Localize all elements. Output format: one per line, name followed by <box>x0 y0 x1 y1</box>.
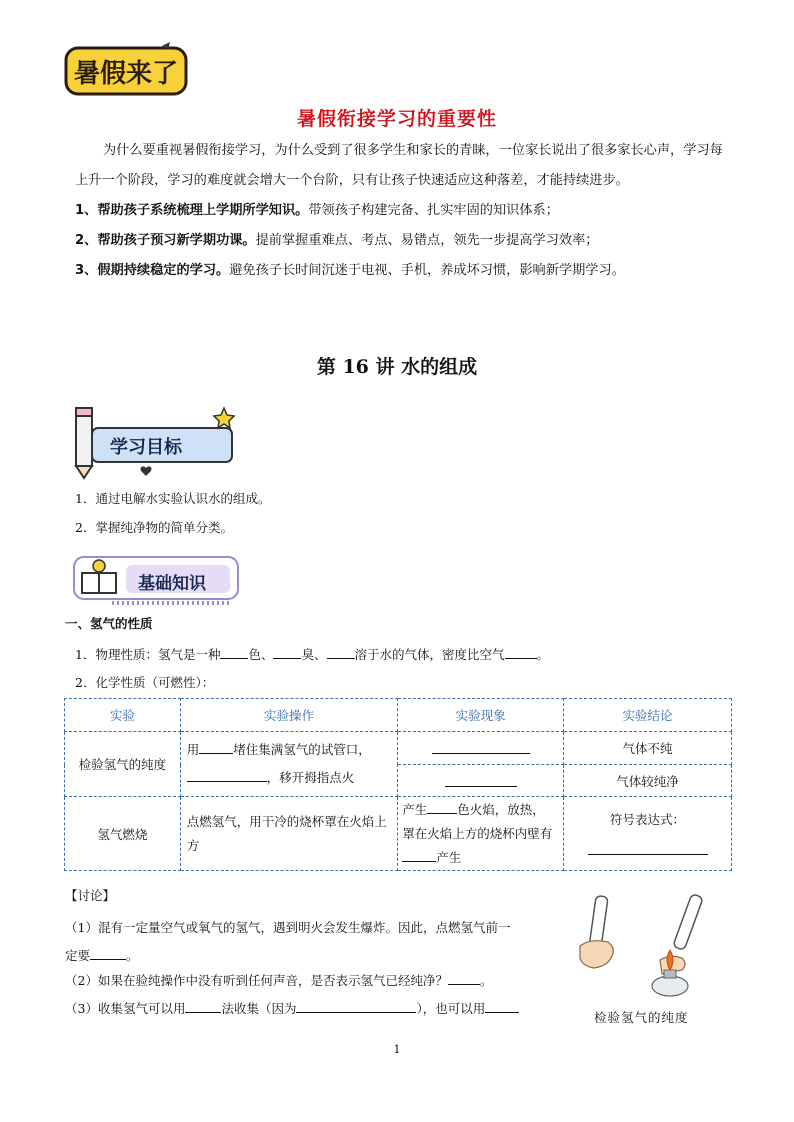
intro-section <box>75 136 725 286</box>
goal-2: 2．掌握纯净物的简单分类。 <box>75 520 233 535</box>
row1-name: 检验氢气的纯度 <box>65 732 181 797</box>
discussion-q3: （3）收集氢气可以用 法收集（因为 ），也可以用 <box>65 998 519 1017</box>
header-experiment: 实验 <box>65 699 181 732</box>
lecture-title: 第 16 讲 水的组成 <box>316 356 478 378</box>
heart-icon <box>141 466 152 476</box>
point-2: 2、帮助孩子预习新学期功课。提前掌握重难点、考点、易错点，领先一步提高学习效率； <box>75 233 599 248</box>
basics-badge-label: 基础知识 <box>138 574 206 594</box>
summer-logo <box>62 42 190 100</box>
point-3: 3、假期持续稳定的学习。避免孩子长时间沉迷于电视、手机，养成坏习惯，影响新学期学习。 <box>75 263 625 278</box>
goals-badge-label: 学习目标 <box>110 437 182 458</box>
discussion-q1: （1）混有一定量空气或氧气的氢气，遇到明火会发生爆炸。因此，点燃氢气前一 定要 。 <box>65 920 511 963</box>
row1-conclusion-2: 气体较纯净 <box>564 765 732 797</box>
star-icon <box>214 408 234 428</box>
row1-conclusion-1: 气体不纯 <box>564 732 732 765</box>
chemical-properties-label: 2．化学性质（可燃性）： <box>75 675 215 690</box>
main-title: 暑假衔接学习的重要性 <box>296 108 497 130</box>
discussion-heading: 【讨论】 <box>65 888 116 903</box>
row1-phenomenon-2 <box>398 765 564 797</box>
section1-heading: 一、氢气的性质 <box>65 616 153 631</box>
row2-name: 氢气燃烧 <box>65 797 181 871</box>
physical-properties: 1．物理性质：氢气是一种 色、 臭、 溶于水的气体，密度比空气 。 <box>75 644 549 663</box>
intro-paragraph: 为什么要重视暑假衔接学习，为什么受到了很多学生和家长的青睐，一位家长说出了很多家长心声，学习每上升一个阶段，学习的难度就会增大一个台阶，只有让孩子快速适应这种落差，才能持续进步。 <box>75 143 723 188</box>
goals-badge <box>66 404 246 480</box>
logo-text: 暑假来了 <box>73 59 179 89</box>
goal-1: 1．通过电解水实验认识水的组成。 <box>75 491 271 506</box>
header-phenomenon: 实验现象 <box>398 699 564 732</box>
row2-operation: 点燃氢气，用干冷的烧杯罩在火焰上方 <box>180 797 398 871</box>
point-1: 1、帮助孩子系统梳理上学期所学知识。带领孩子构建完备、扎实牢固的知识体系； <box>75 203 559 218</box>
figure-caption: 检验氢气的纯度 <box>594 1010 689 1025</box>
discussion-q2: （2）如果在验纯操作中没有听到任何声音，是否表示氢气已经纯净？ 。 <box>65 970 492 989</box>
purity-test-figure <box>578 890 718 1000</box>
header-operation: 实验操作 <box>180 699 398 732</box>
pencil-icon <box>76 408 92 478</box>
page-number: 1 <box>393 1043 401 1056</box>
header-conclusion: 实验结论 <box>564 699 732 732</box>
row2-conclusion: 符号表达式： <box>564 797 732 871</box>
row1-operation: 用 堵住集满氢气的试管口， ，移开拇指点火 <box>180 732 398 797</box>
experiment-table <box>64 698 732 871</box>
row2-phenomenon: 产生 色火焰，放热，罩在火焰上方的烧杯内壁有产生 <box>398 797 564 871</box>
alcohol-lamp-icon <box>652 950 688 996</box>
row1-phenomenon-1 <box>398 732 564 765</box>
basics-badge <box>72 553 242 609</box>
